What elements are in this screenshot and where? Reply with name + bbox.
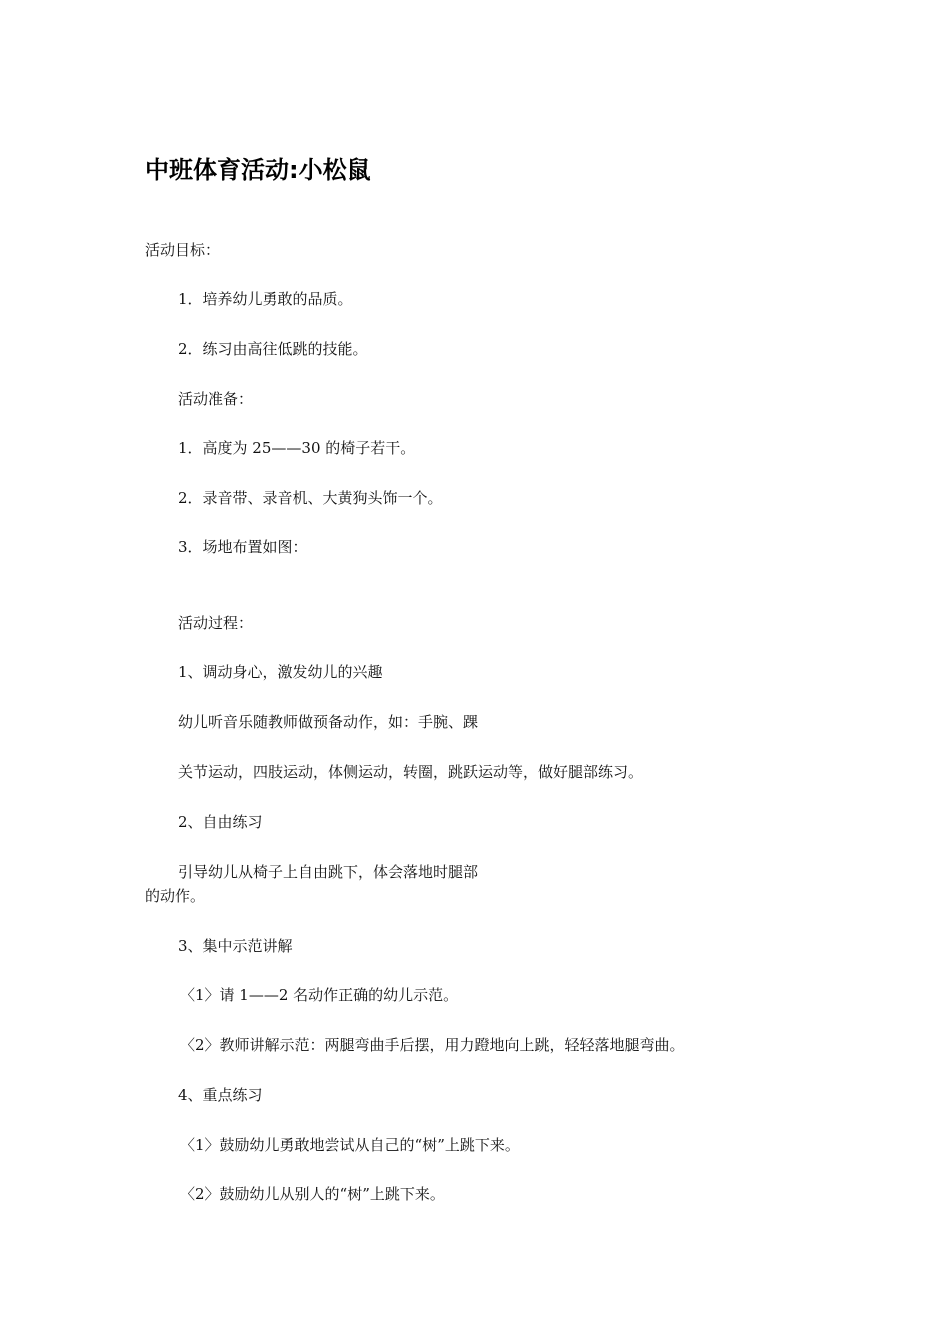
section-heading-preparation: 活动准备： [178, 390, 254, 408]
process-step-1-heading: 1、调动身心，激发幼儿的兴趣 [178, 663, 383, 681]
preparation-item-3: 3．场地布置如图： [178, 538, 308, 556]
section-heading-goals: 活动目标： [145, 241, 221, 259]
process-step-3-heading: 3、集中示范讲解 [178, 937, 293, 955]
process-step-2-heading: 2、自由练习 [178, 813, 263, 831]
document-title: 中班体育活动:小松鼠 [145, 156, 371, 184]
paragraph-text: 幼儿听音乐随教师做预备动作，如：手腕、踝 [178, 713, 479, 731]
list-item: 〈1〉请 1——2 名动作正确的幼儿示范。 [180, 986, 459, 1004]
preparation-item-1: 1．高度为 25——30 的椅子若干。 [178, 439, 416, 457]
list-item: 〈2〉鼓励幼儿从别人的“树”上跳下来。 [180, 1185, 445, 1203]
paragraph-text: 引导幼儿从椅子上自由跳下，体会落地时腿部 [178, 863, 479, 881]
paragraph-text: 的动作。 [145, 887, 206, 905]
goal-item-1: 1．培养幼儿勇敢的品质。 [178, 290, 353, 308]
list-item: 〈1〉鼓励幼儿勇敢地尝试从自己的“树”上跳下来。 [180, 1136, 520, 1154]
process-step-4-heading: 4、重点练习 [178, 1086, 263, 1104]
paragraph-text: 关节运动，四肢运动，体侧运动，转圈，跳跃运动等，做好腿部练习。 [178, 763, 644, 781]
list-item: 〈2〉教师讲解示范：两腿弯曲手后摆，用力蹬地向上跳，轻轻落地腿弯曲。 [180, 1036, 685, 1054]
section-heading-process: 活动过程： [178, 614, 254, 632]
preparation-item-2: 2．录音带、录音机、大黄狗头饰一个。 [178, 489, 443, 507]
goal-item-2: 2．练习由高往低跳的技能。 [178, 340, 368, 358]
